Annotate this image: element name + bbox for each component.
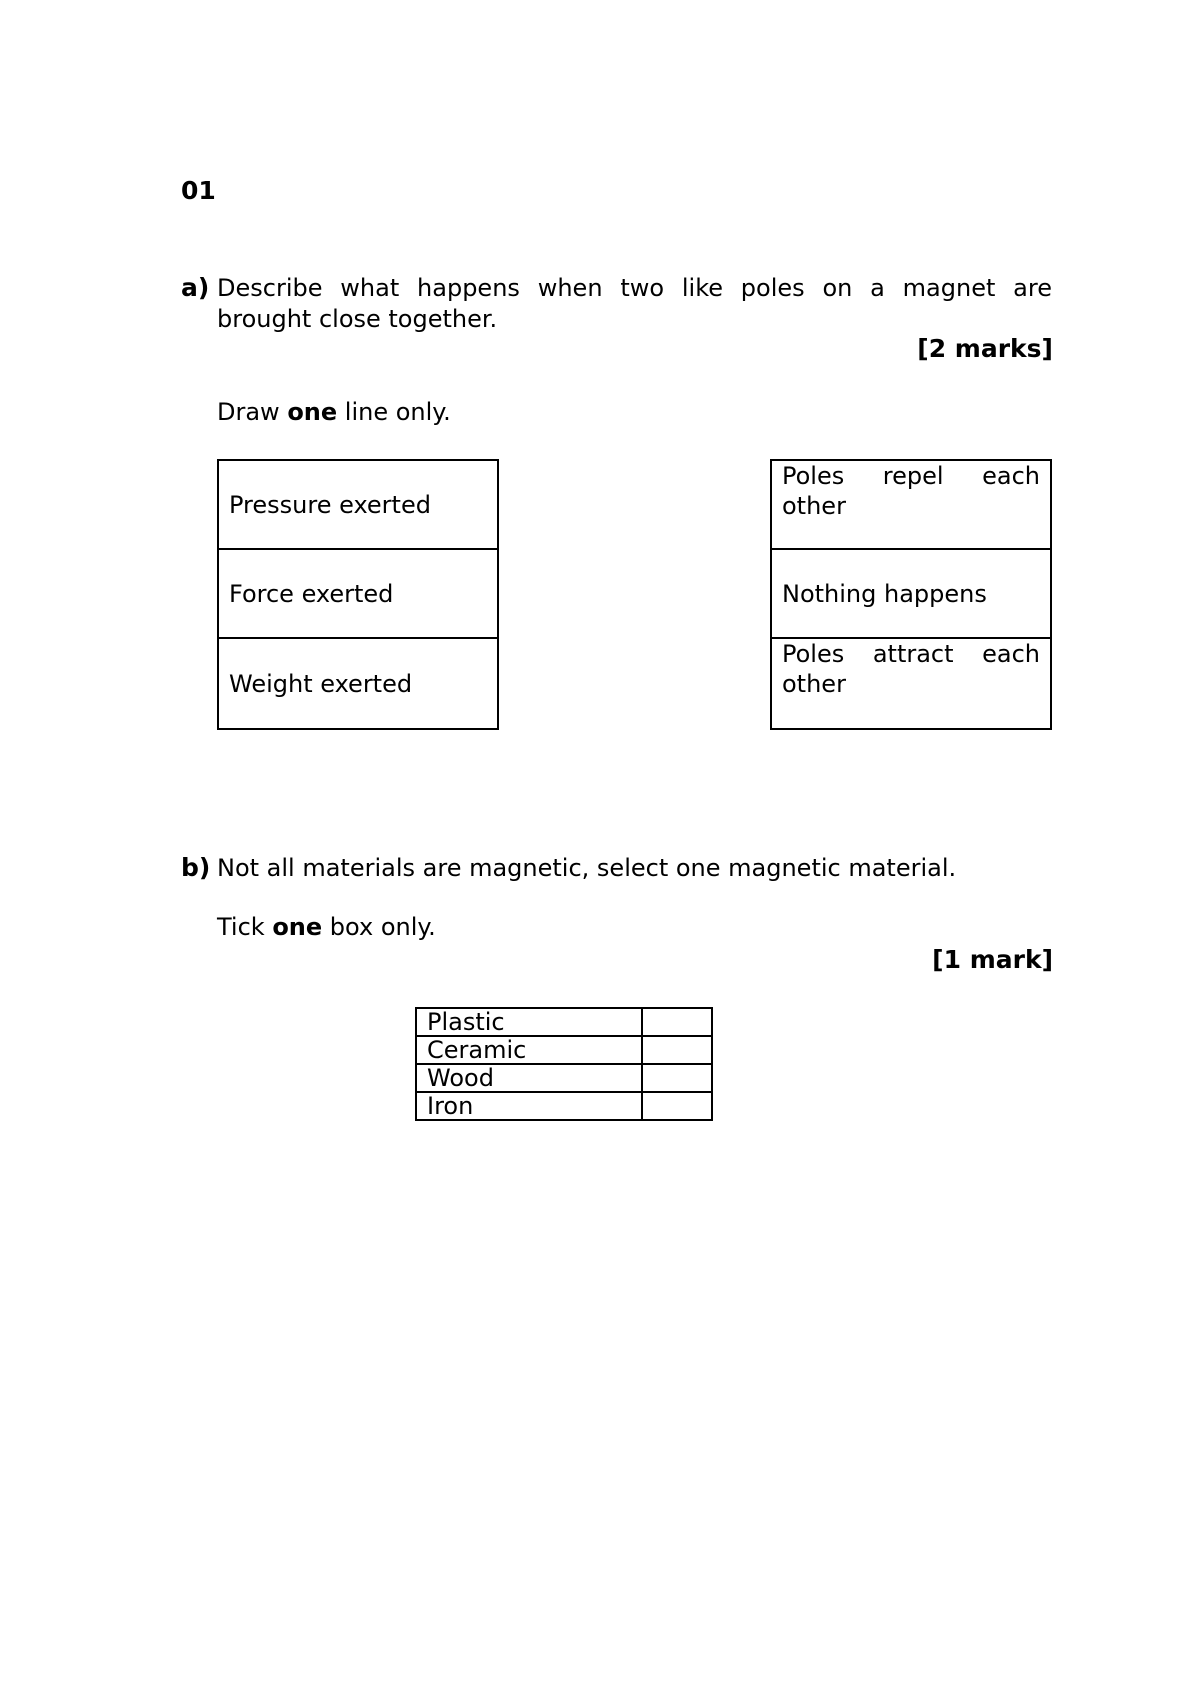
left-option-box[interactable] [219, 639, 497, 728]
right-option-line1: Poles attract each [782, 640, 1040, 668]
right-option-line2: other [782, 670, 846, 698]
part-a-label: a) [181, 273, 210, 302]
materials-table [415, 1007, 713, 1121]
left-option-box[interactable] [219, 550, 497, 639]
instruction-emphasis: one [287, 398, 338, 426]
left-option-box[interactable] [219, 461, 497, 550]
question-number: 01 [181, 176, 216, 205]
right-option-line1: Poles repel each [782, 462, 1040, 490]
material-name: Iron [416, 1092, 642, 1120]
right-match-column [770, 459, 1052, 730]
instruction-prefix: Draw [217, 398, 288, 426]
right-option-box[interactable] [772, 461, 1050, 550]
table-row [416, 1036, 712, 1064]
part-a-marks: [2 marks] [917, 334, 1053, 363]
table-row [416, 1008, 712, 1036]
material-name: Plastic [416, 1008, 642, 1036]
table-row [416, 1092, 712, 1120]
right-option-line2: other [782, 492, 846, 520]
table-row [416, 1064, 712, 1092]
instruction-suffix: box only. [322, 913, 436, 941]
part-a-question-text: Describe what happens when two like poles on a magnet are brought close together. [217, 274, 1052, 333]
tick-box[interactable] [642, 1092, 712, 1120]
part-b-label: b) [181, 853, 211, 882]
left-option-text: Force exerted [229, 579, 394, 608]
material-name: Wood [416, 1064, 642, 1092]
left-option-text: Weight exerted [229, 669, 413, 698]
tick-box[interactable] [642, 1064, 712, 1092]
right-option-box[interactable] [772, 550, 1050, 639]
right-option-text [782, 639, 1040, 699]
material-name: Ceramic [416, 1036, 642, 1064]
instruction-prefix: Tick [217, 913, 273, 941]
tick-box[interactable] [642, 1036, 712, 1064]
right-option-text: Nothing happens [782, 579, 987, 608]
left-match-column [217, 459, 499, 730]
right-option-box[interactable] [772, 639, 1050, 728]
instruction-emphasis: one [272, 913, 323, 941]
part-b-question-text: Not all materials are magnetic, select one magnetic material. [217, 854, 957, 882]
tick-box[interactable] [642, 1008, 712, 1036]
instruction-suffix: line only. [337, 398, 451, 426]
part-b-instruction [217, 913, 436, 941]
right-option-text [782, 461, 1040, 521]
part-b-marks: [1 mark] [932, 945, 1053, 974]
left-option-text: Pressure exerted [229, 490, 431, 519]
part-a-instruction [217, 398, 451, 426]
